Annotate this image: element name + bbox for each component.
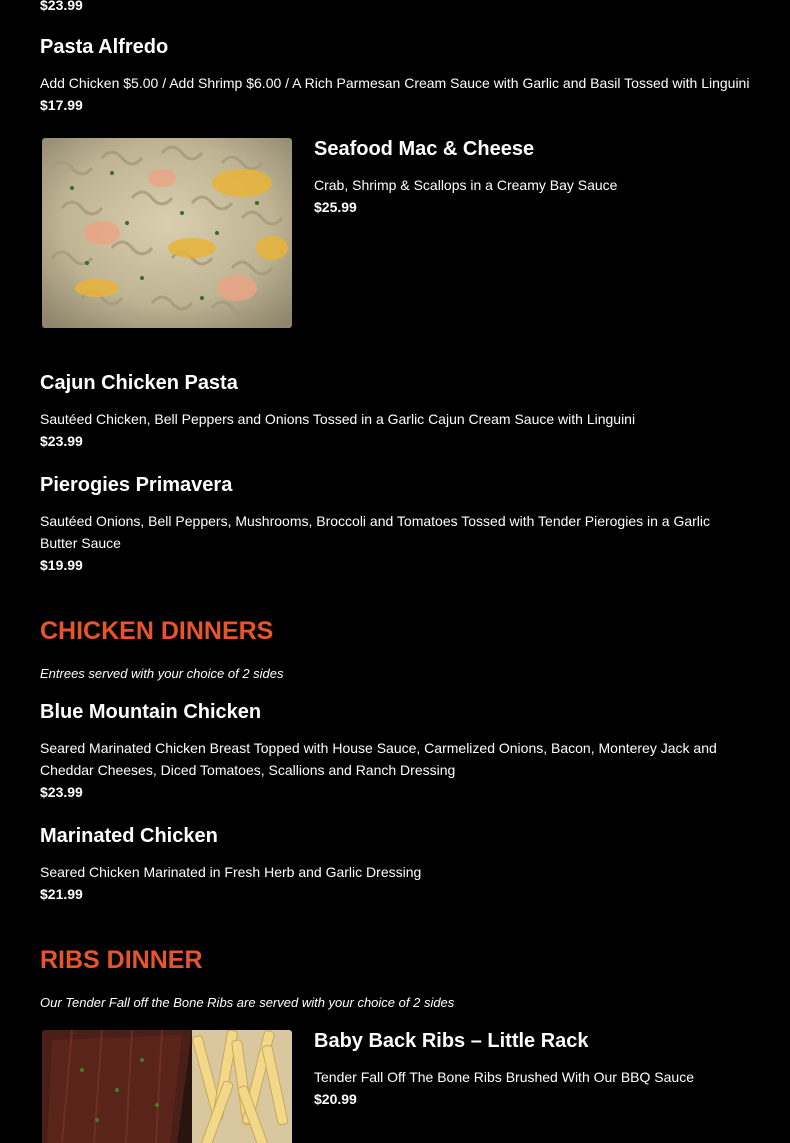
cajun-pasta-title: Cajun Chicken Pasta bbox=[40, 372, 238, 394]
pierogies-title: Pierogies Primavera bbox=[40, 474, 233, 496]
baby-back-ribs-desc: Tender Fall Off The Bone Ribs Brushed With Our BBQ Sauce bbox=[314, 1069, 694, 1085]
seafood-mac-photo bbox=[42, 138, 292, 328]
seafood-mac-title: Seafood Mac & Cheese bbox=[314, 138, 535, 160]
pierogies-price: $19.99 bbox=[40, 557, 83, 573]
blue-mountain-price: $23.99 bbox=[40, 784, 83, 800]
marinated-chicken-desc: Seared Chicken Marinated in Fresh Herb and Garlic Dressing bbox=[40, 864, 422, 880]
seafood-mac-desc: Crab, Shrimp & Scallops in a Creamy Bay Sauce bbox=[314, 177, 618, 193]
ribs-section-title: RIBS DINNER bbox=[40, 946, 203, 974]
baby-back-ribs-price: $20.99 bbox=[314, 1091, 357, 1107]
chicken-section-note: Entrees served with your choice of 2 sides bbox=[40, 666, 284, 681]
pasta-alfredo-price: $17.99 bbox=[40, 97, 83, 113]
pasta-alfredo-desc: Add Chicken $5.00 / Add Shrimp $6.00 / A Rich Parmesan Cream Sauce with Garlic and Basil Tossed with Linguini bbox=[40, 75, 750, 91]
marinated-chicken-price: $21.99 bbox=[40, 886, 83, 902]
seafood-mac-price: $25.99 bbox=[314, 199, 357, 215]
marinated-chicken-title: Marinated Chicken bbox=[40, 825, 218, 847]
cajun-pasta-desc: Sautéed Chicken, Bell Peppers and Onions Tossed in a Garlic Cajun Cream Sauce with Linguini bbox=[40, 411, 636, 427]
blue-mountain-desc: Seared Marinated Chicken Breast Topped with House Sauce, Carmelized Onions, Bacon, Monterey Jack and Cheddar Cheeses, Diced Tomatoes, Scallions and Ranch Dressing bbox=[40, 740, 717, 778]
ribs-photo bbox=[42, 1030, 292, 1143]
cajun-pasta-price: $23.99 bbox=[40, 433, 83, 449]
ribs-section-note: Our Tender Fall off the Bone Ribs are served with your choice of 2 sides bbox=[40, 995, 455, 1010]
blue-mountain-title: Blue Mountain Chicken bbox=[40, 701, 262, 723]
ribs-image bbox=[42, 1030, 292, 1143]
chicken-section-title: CHICKEN DINNERS bbox=[40, 617, 274, 645]
prev-item-price: $23.99 bbox=[40, 0, 83, 13]
baby-back-ribs-title: Baby Back Ribs – Little Rack bbox=[314, 1030, 589, 1052]
seafood-mac-image bbox=[42, 138, 292, 328]
pierogies-desc: Sautéed Onions, Bell Peppers, Mushrooms, Broccoli and Tomatoes Tossed with Tender Pierogies in a Garlic Butter Sauce bbox=[40, 513, 711, 551]
pasta-alfredo-title: Pasta Alfredo bbox=[40, 36, 169, 58]
